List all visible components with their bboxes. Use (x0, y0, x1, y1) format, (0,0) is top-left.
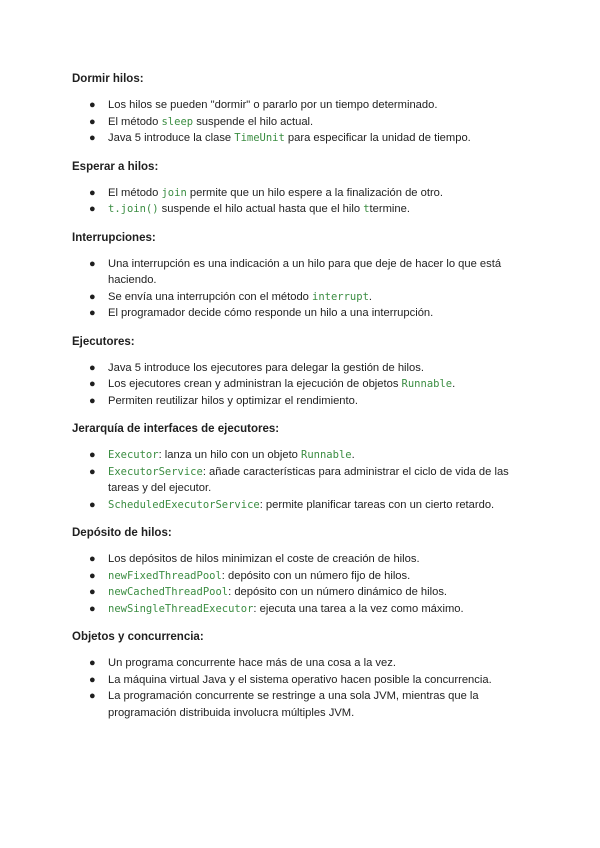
list-item (72, 97, 532, 114)
code-term: ExecutorService (108, 465, 203, 478)
text-segment: suspende el hilo actual hasta que el hilo (158, 203, 364, 215)
bullet-list (72, 655, 532, 721)
code-term: interrupt (312, 290, 369, 303)
section-heading: Depósito de hilos: (72, 527, 172, 539)
list-item (72, 185, 532, 202)
list-item (72, 201, 532, 218)
bullet-icon: ● (89, 99, 96, 111)
bullet-icon: ● (89, 290, 96, 303)
text-segment: Java 5 introduce la clase (108, 132, 235, 144)
section-heading: Ejecutores: (72, 335, 135, 348)
bullet-icon: ● (89, 690, 96, 702)
text-segment: Permiten reutilizar hilos y optimizar el rendimiento. (108, 394, 358, 407)
text-segment: Los ejecutores crean y administran la ejecución de objetos (108, 378, 402, 390)
text-segment: Un programa concurrente hace más de una cosa a la vez. (108, 657, 396, 669)
bullet-icon: ● (89, 602, 96, 615)
list-item (72, 289, 532, 306)
list-item (72, 376, 532, 393)
text-segment: El programador decide cómo responde un hilo a una interrupción. (108, 307, 434, 319)
bullet-icon: ● (89, 257, 96, 270)
bullet-icon: ● (89, 553, 96, 565)
bullet-icon: ● (89, 465, 96, 478)
text-segment: : depósito con un número dinámico de hilos. (228, 586, 448, 598)
list-item (72, 584, 532, 601)
text-segment: Una interrupción es una indicación a un hilo para que deje de hacer lo que está haciendo. (108, 257, 502, 286)
code-term: t.join() (108, 203, 159, 215)
code-term: newFixedThreadPool (108, 569, 222, 582)
bullet-icon: ● (89, 115, 96, 128)
text-segment: . (452, 378, 456, 390)
text-segment: suspende el hilo actual. (193, 115, 314, 128)
section-heading: Interrupciones: (72, 231, 156, 244)
text-segment: . (351, 449, 355, 461)
text-segment: Los hilos se pueden "dormir" o pararlo por un tiempo determinado. (108, 99, 438, 111)
bullet-icon: ● (89, 203, 96, 215)
code-term: sleep (161, 115, 194, 128)
bullet-icon: ● (89, 586, 96, 598)
list-item (72, 464, 532, 497)
text-segment: La programación concurrente se restringe a una sola JVM, mientras que la programación distribuida involucra múltiples JVM. (108, 690, 479, 719)
text-segment: Los depósitos de hilos minimizan el coste de creación de hilos. (108, 553, 420, 565)
text-segment: : ejecuta una tarea a la vez como máximo. (253, 602, 464, 615)
code-term: ScheduledExecutorService (108, 498, 260, 511)
section-heading: Objetos y concurrencia: (72, 631, 204, 643)
bullet-icon: ● (89, 186, 96, 199)
text-segment: permite que un hilo espere a la finalización de otro. (186, 186, 444, 199)
text-segment: : depósito con un número fijo de hilos. (221, 569, 411, 582)
document-content (72, 72, 532, 734)
bullet-icon: ● (89, 132, 96, 144)
code-term: newCachedThreadPool (108, 586, 229, 598)
list-item (72, 305, 532, 322)
text-segment: El método (108, 186, 162, 199)
list-item (72, 672, 532, 689)
code-term: Runnable (301, 449, 352, 461)
code-term: Runnable (401, 378, 453, 390)
list-item (72, 130, 532, 147)
text-segment: : añade características para administrar el ciclo de vida de las tareas y del ejecutor. (108, 465, 509, 494)
bullet-icon: ● (89, 307, 96, 319)
bullet-icon: ● (89, 361, 96, 374)
code-term: t (363, 203, 370, 215)
list-item (72, 360, 532, 377)
text-segment: La máquina virtual Java y el sistema operativo hacen posible la concurrencia. (108, 673, 492, 686)
list-item (72, 601, 532, 618)
text-segment: termine. (369, 203, 410, 215)
list-item (72, 688, 532, 721)
bullet-list (72, 97, 532, 147)
section-heading: Esperar a hilos: (72, 160, 159, 173)
code-term: newSingleThreadExecutor (108, 602, 254, 615)
bullet-icon: ● (89, 673, 96, 686)
bullet-icon: ● (89, 449, 96, 461)
bullet-icon: ● (89, 394, 96, 407)
bullet-icon: ● (89, 498, 96, 511)
code-term: TimeUnit (234, 132, 285, 144)
code-term: Executor (108, 449, 159, 461)
text-segment: . (368, 290, 373, 303)
list-item (72, 655, 532, 672)
bullet-icon: ● (89, 569, 96, 582)
bullet-list (72, 185, 532, 218)
text-segment: Se envía una interrupción con el método (108, 290, 312, 303)
bullet-list (72, 551, 532, 617)
text-segment: : permite planificar tareas con un cierto retardo. (259, 498, 495, 511)
list-item (72, 447, 532, 464)
code-term: join (161, 186, 187, 199)
list-item (72, 393, 532, 410)
list-item (72, 497, 532, 514)
bullet-list (72, 256, 532, 322)
bullet-list (72, 447, 532, 513)
text-segment: Java 5 introduce los ejecutores para delegar la gestión de hilos. (108, 361, 424, 374)
text-segment: para especificar la unidad de tiempo. (284, 132, 471, 144)
list-item (72, 256, 532, 289)
section-heading: Jerarquía de interfaces de ejecutores: (72, 423, 280, 435)
list-item (72, 551, 532, 568)
bullet-icon: ● (89, 657, 96, 669)
section-heading: Dormir hilos: (72, 73, 144, 85)
bullet-icon: ● (89, 378, 96, 390)
list-item (72, 114, 532, 131)
list-item (72, 568, 532, 585)
bullet-list (72, 360, 532, 410)
text-segment: : lanza un hilo con un objeto (158, 449, 302, 461)
text-segment: El método (108, 115, 162, 128)
